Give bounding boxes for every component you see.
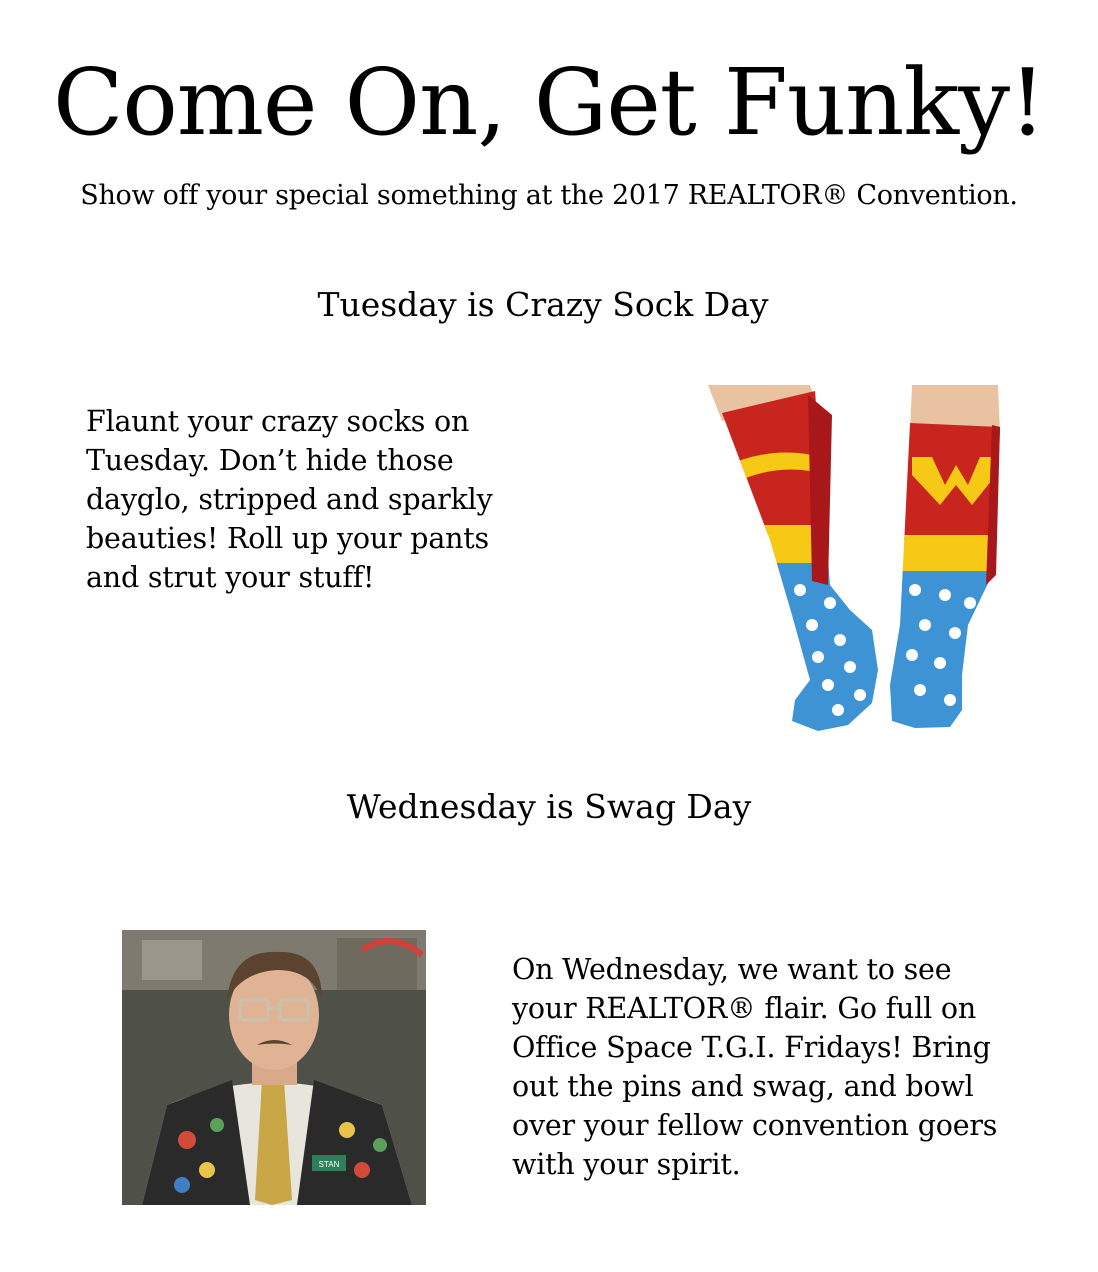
page-subtitle: Show off your special something at the 2017 REALTOR® Convention. — [80, 180, 1018, 211]
wednesday-paragraph — [512, 950, 1052, 1184]
text-line: over your fellow convention goers — [512, 1109, 998, 1142]
text-line: On Wednesday, we want to see — [512, 953, 952, 986]
text-line: out the pins and swag, and bowl — [512, 1070, 974, 1103]
office-space-photo — [122, 930, 426, 1205]
wednesday-heading: Wednesday is Swag Day — [346, 787, 752, 826]
wonder-woman-socks-image — [700, 385, 1005, 740]
text-line: Office Space T.G.I. Fridays! Bring — [512, 1031, 991, 1064]
text-line: dayglo, stripped and sparkly — [86, 483, 493, 516]
text-line: beauties! Roll up your pants — [86, 522, 489, 555]
text-line: Tuesday. Don’t hide those — [86, 444, 454, 477]
text-line: Flaunt your crazy socks on — [86, 405, 470, 438]
text-line: with your spirit. — [512, 1148, 741, 1181]
tuesday-paragraph — [86, 402, 566, 597]
man-with-flair-vest-photo — [122, 930, 426, 1205]
page-title: Come On, Get Funky! — [52, 49, 1046, 156]
tuesday-heading: Tuesday is Crazy Sock Day — [317, 285, 769, 324]
wonder-woman-socks-illustration — [700, 385, 1005, 740]
text-line: and strut your stuff! — [86, 561, 375, 594]
text-line: your REALTOR® flair. Go full on — [512, 992, 977, 1025]
name-badge: STAN — [318, 1160, 340, 1169]
